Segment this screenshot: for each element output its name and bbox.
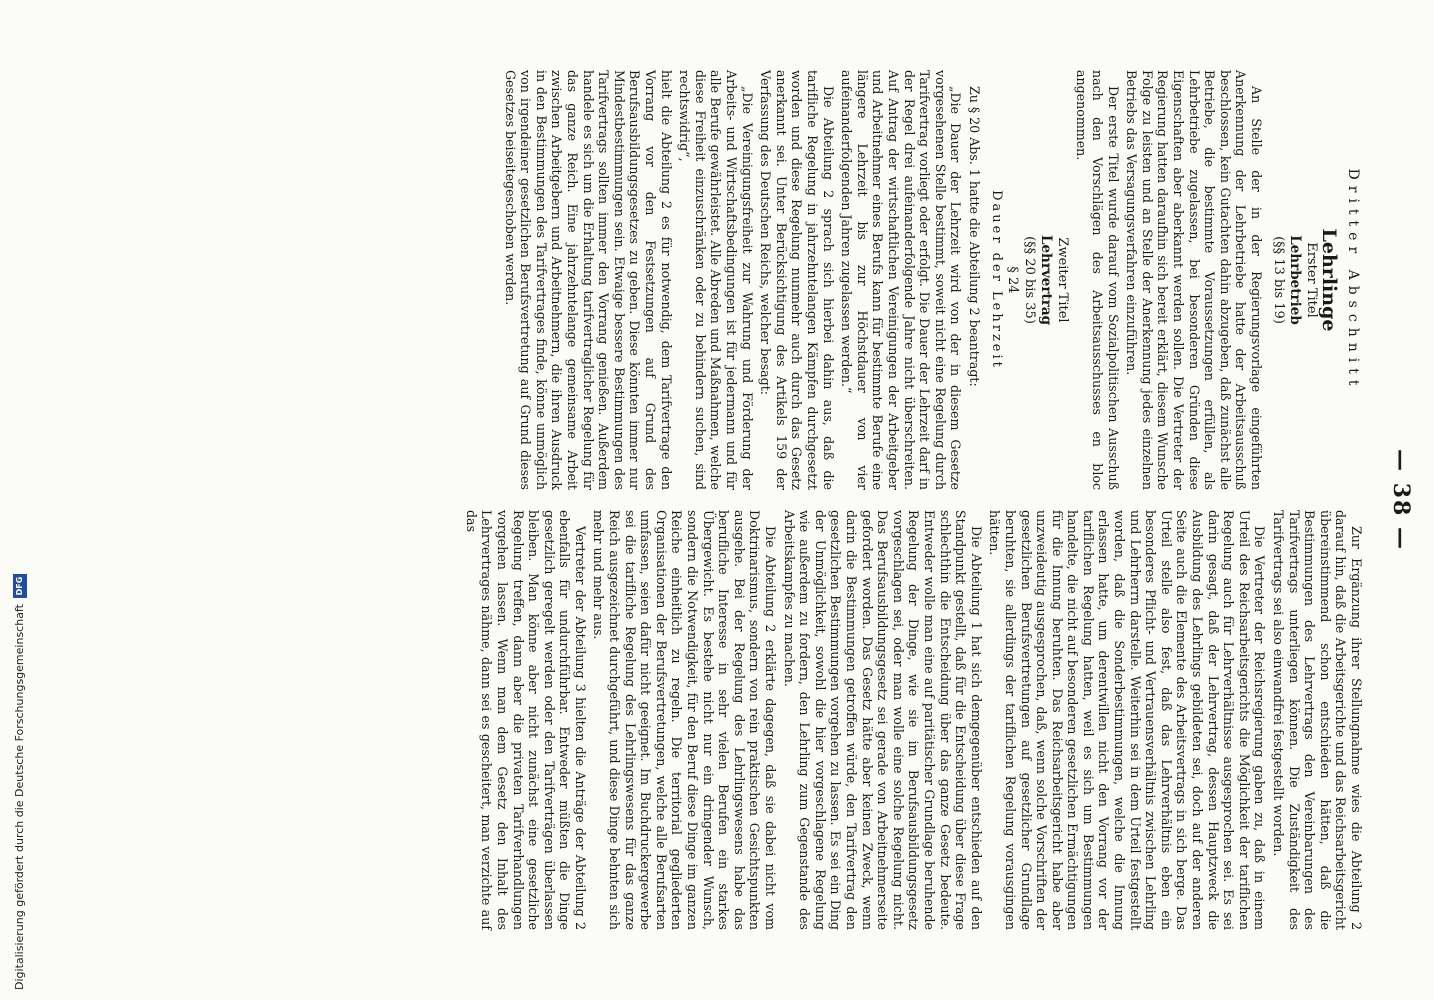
right-column [460,510,1364,930]
quoted-text: „Die Dauer der Lehrzeit wird von der in diesem Gesetze vorgesehenen Stelle bestimmt, soweit nicht eine Regelung durch Tarifvertrag vorliegt oder erfolgt. Die Dauer der Lehrzeit darf in der Regel drei aufeinanderfolgende Jahre nicht überschreiten. Auf Antrag der wirtschaftlichen Vereinigungen der Arbeitgeber und Arbeitnehmer eines Berufs kann für bestimmte Berufe eine längere Lehrzeit bis zur Höchstdauer von vier aufeinanderfolgenden Jahren zugelassen werden.“ [839,70,964,490]
title1-label: Erster Titel [1303,242,1319,318]
quoted-text: „Die Vereinigungsfreiheit zur Wahrung und Förderung der Arbeits- und Wirtschaftsbedingungen ist für jedermann und für alle Berufe gewährleistet. Alle Abreden und Maßnahmen, welche diese Freiheit einzuschränken oder zu behindern suchen, sind rechtswidrig“, [677,70,755,490]
paragraph: Die Abteilung 2 erklärte dagegen, daß sie dabei nicht vom Doktrinarismus, sondern von rein praktischen Gesichtspunkten ausgehe. Bei der Regelung des Lehrlingswesens habe das berufliche Interesse in sehr vielen Berufen ein starkes Übergewicht. Es bestehe nicht nur ein dringender Wunsch, sondern die Notwendigkeit, für den Beruf diese Dinge im ganzen Reiche einheitlich zu regeln. Die territorial gegliederten Organisationen der Berufsvertretungen, welche alle Berufsarten umfassen, seien dafür nicht geeignet. Im Buchdruckergewerbe sei die tarifliche Regelung des Lehrlingswesens für das ganze Reich ausgezeichnet durchgeführt, und diese Dinge behnten sich mehr und mehr aus. [591,510,779,930]
title2-heading-block [988,70,1070,490]
title2-range: (§§ 20 bis 35) [1021,236,1037,324]
title2-label: Zweiter Titel [1054,237,1070,323]
digitization-credit [0,0,40,1000]
title1-range: (§§ 13 bis 19) [1270,236,1286,324]
section-heading: Dritter Abschnitt [1345,168,1361,392]
paragraph: An Stelle der in der Regierungsvorlage eingeführten Anerkennung der Lehrbetriebe hatte der Arbeitsausschuß beschlossen, kein Gutachten dahin abzugeben, daß zunächst alle Betriebe, die bestimmte Voraussetzungen erfüllen, als Lehrbetriebe zugelassen, bei besonderen Gründen diese Eigenschaften aber aberkannt werden sollen. Die Vertreter der Regierung hatten daraufhin sich bereit erklärt, diesem Wunsche Folge zu leisten und an Stelle der Anerkennung jedes einzelnen Betriebs das Versagungsverfahren einzuführen. [1124,70,1265,490]
paragraph: Die Abteilung 2 sprach sich hierbei dahin aus, daß die tarifliche Regelung in jahrzehntelangen Kämpfen durchgesetzt worden und diese Regelung nunmehr auch durch das Gesetz anerkannt sei. Unter Berücksichtigung des Artikels 159 der Verfassung des Deutschen Reichs, welcher besagt: [758,70,836,490]
dfg-logo-icon: DFG [13,574,27,598]
page-number: — 38 — [1388,449,1414,551]
left-column [499,70,1364,490]
paragraph: Zur Ergänzung ihrer Stellungnahme wies die Abteilung 2 darauf hin, daß die Arbeitsgerichte und das Reichsarbeitsgericht übereinstimmend schon entschieden hätten, daß die Bestimmungen des Lehrvertrags den Vereinbarungen des Tarifvertrags unterliegen können. Die Zuständigkeit des Tarifvertrags sei also einwandfrei festgestellt worden. [1271,510,1364,930]
paragraph: Die Abteilung 1 hat sich demgegenüber entschieden auf den Standpunkt gestellt, daß für die Entscheidung über diese Frage schlechthin die Entscheidung über das ganze Gesetz bedeute. Entweder wolle man eine auf paritätischer Grundlage beruhende Regelung der Dinge, wie sie im Berufsausbildungsgesetz vorgeschlagen sei, oder man wolle eine solche Regelung nicht. Das Berufsausbildungsgesetz sei gerade von Arbeitnehmerseite gefordert worden. Das Gesetz hätte aber keinen Zweck, wenn darin die Bestimmungen getroffen würde, den Tarifvertrag den gesetzlichen Bestimmungen vorgehen zu lassen. Es sei ein Ding der Unmöglichkeit, sowohl die hier vorgeschlagene Regelung wie außerdem zu fordern, den Lehrling zum Gegenstande des Arbeitskampfes zu machen. [781,510,984,930]
section-number: § 24 [1005,266,1021,294]
section-title: Lehrlinge [1318,228,1341,332]
section-heading-block [1270,70,1360,490]
title2-name: Lehrvertrag [1038,234,1055,326]
paragraph: Der erste Titel wurde darauf vom Sozialpolitischen Ausschuß nach den Vorschlägen des Arbeitsausschusses en bloc angenommen. [1074,70,1121,490]
paragraph: Vertreter der Abteilung 3 hielten die Anträge der Abteilung 2 ebenfalls für undurchführbar. Entweder müßten die Dinge gesetzlich geregelt werden oder den Tarifverträgen überlassen bleiben. Man könne aber nicht zunächst eine gesetzliche Regelung treffen, dann aber die privaten Tarifverhandlungen vorgehen lassen. Wenn man dem Gesetz den Inhalt des Lehrvertrages nähme, dann sei es gescheitert, man verzichte auf das [463,510,588,930]
section-name: Dauer der Lehrzeit [988,190,1004,370]
credit-text: Digitalisierung gefördert durch die Deutsche Forschungsgemeinschaft [13,604,26,990]
title1-name: Lehrbetrieb [1287,235,1304,325]
paragraph: hielt die Abteilung 2 es für notwendig, dem Tarifvertrage den Vorrang vor den Festsetzungen auf Grund des Berufsausbildungsgesetzes zu geben. Diese könnten immer nur Mindestbestimmungen sein. Etwaige bessere Bestimmungen des Tarifvertrags sollten immer den Vorrang genießen. Außerdem handele es sich um die Erhaltung tarifvertraglicher Regelung für das ganze Reich. Eine jahrzehntelange gemeinsame Arbeit zwischen Arbeitgebern und Arbeitnehmern, die ihren Ausdruck in den Bestimmungen des Tarifvertrages finde, könne unmöglich von irgendeiner gesetzlichen Berufsvertretung auf Grund dieses Gesetzes beiseitegeschoben werden. [502,70,674,490]
paragraph: Die Vertreter der Reichsregierung gaben zu, daß in einem Urteil des Reichsarbeitsgerichts die Möglichkeit der tariflichen Regelung auch für Lehrverhältnisse ausgesprochen sei. Es sei darin gesagt, daß der Lehrvertrag, dessen Hauptzweck die Ausbildung des Lehrlings gebildeten sei, doch auf der anderen Seite auch die Elemente des Arbeitsvertrags in sich berge. Das Urteil stelle also fest, daß das Lehrverhältnis eben ein besonderes Pflicht- und Vertrauensverhältnis zwischen Lehrling und Lehrherrn darstelle. Weiterhin sei in dem Urteil festgestellt worden, daß die Sonderbestimmungen, welche die Innung erlassen hatte, um derentwillen nicht den Vorrang vor der tariflichen Regelung hatten, weil es sich um Bestimmungen handelte, die nicht auf besonderen gesetzlichen Ermächtigungen für die Innung beruhten. Das Reichsarbeitsgericht habe aber unzweideutig ausgesprochen, daß, wenn solche Vorschriften der gesetzlichen Berufsvertretungen auf gesetzlicher Grundlage beruhten, sie allerdings der tariflichen Regelung vorausgingen hätten. [987,510,1268,930]
paragraph: Zu § 20 Abs. 1 hatte die Abteilung 2 beantragt: [966,86,982,387]
